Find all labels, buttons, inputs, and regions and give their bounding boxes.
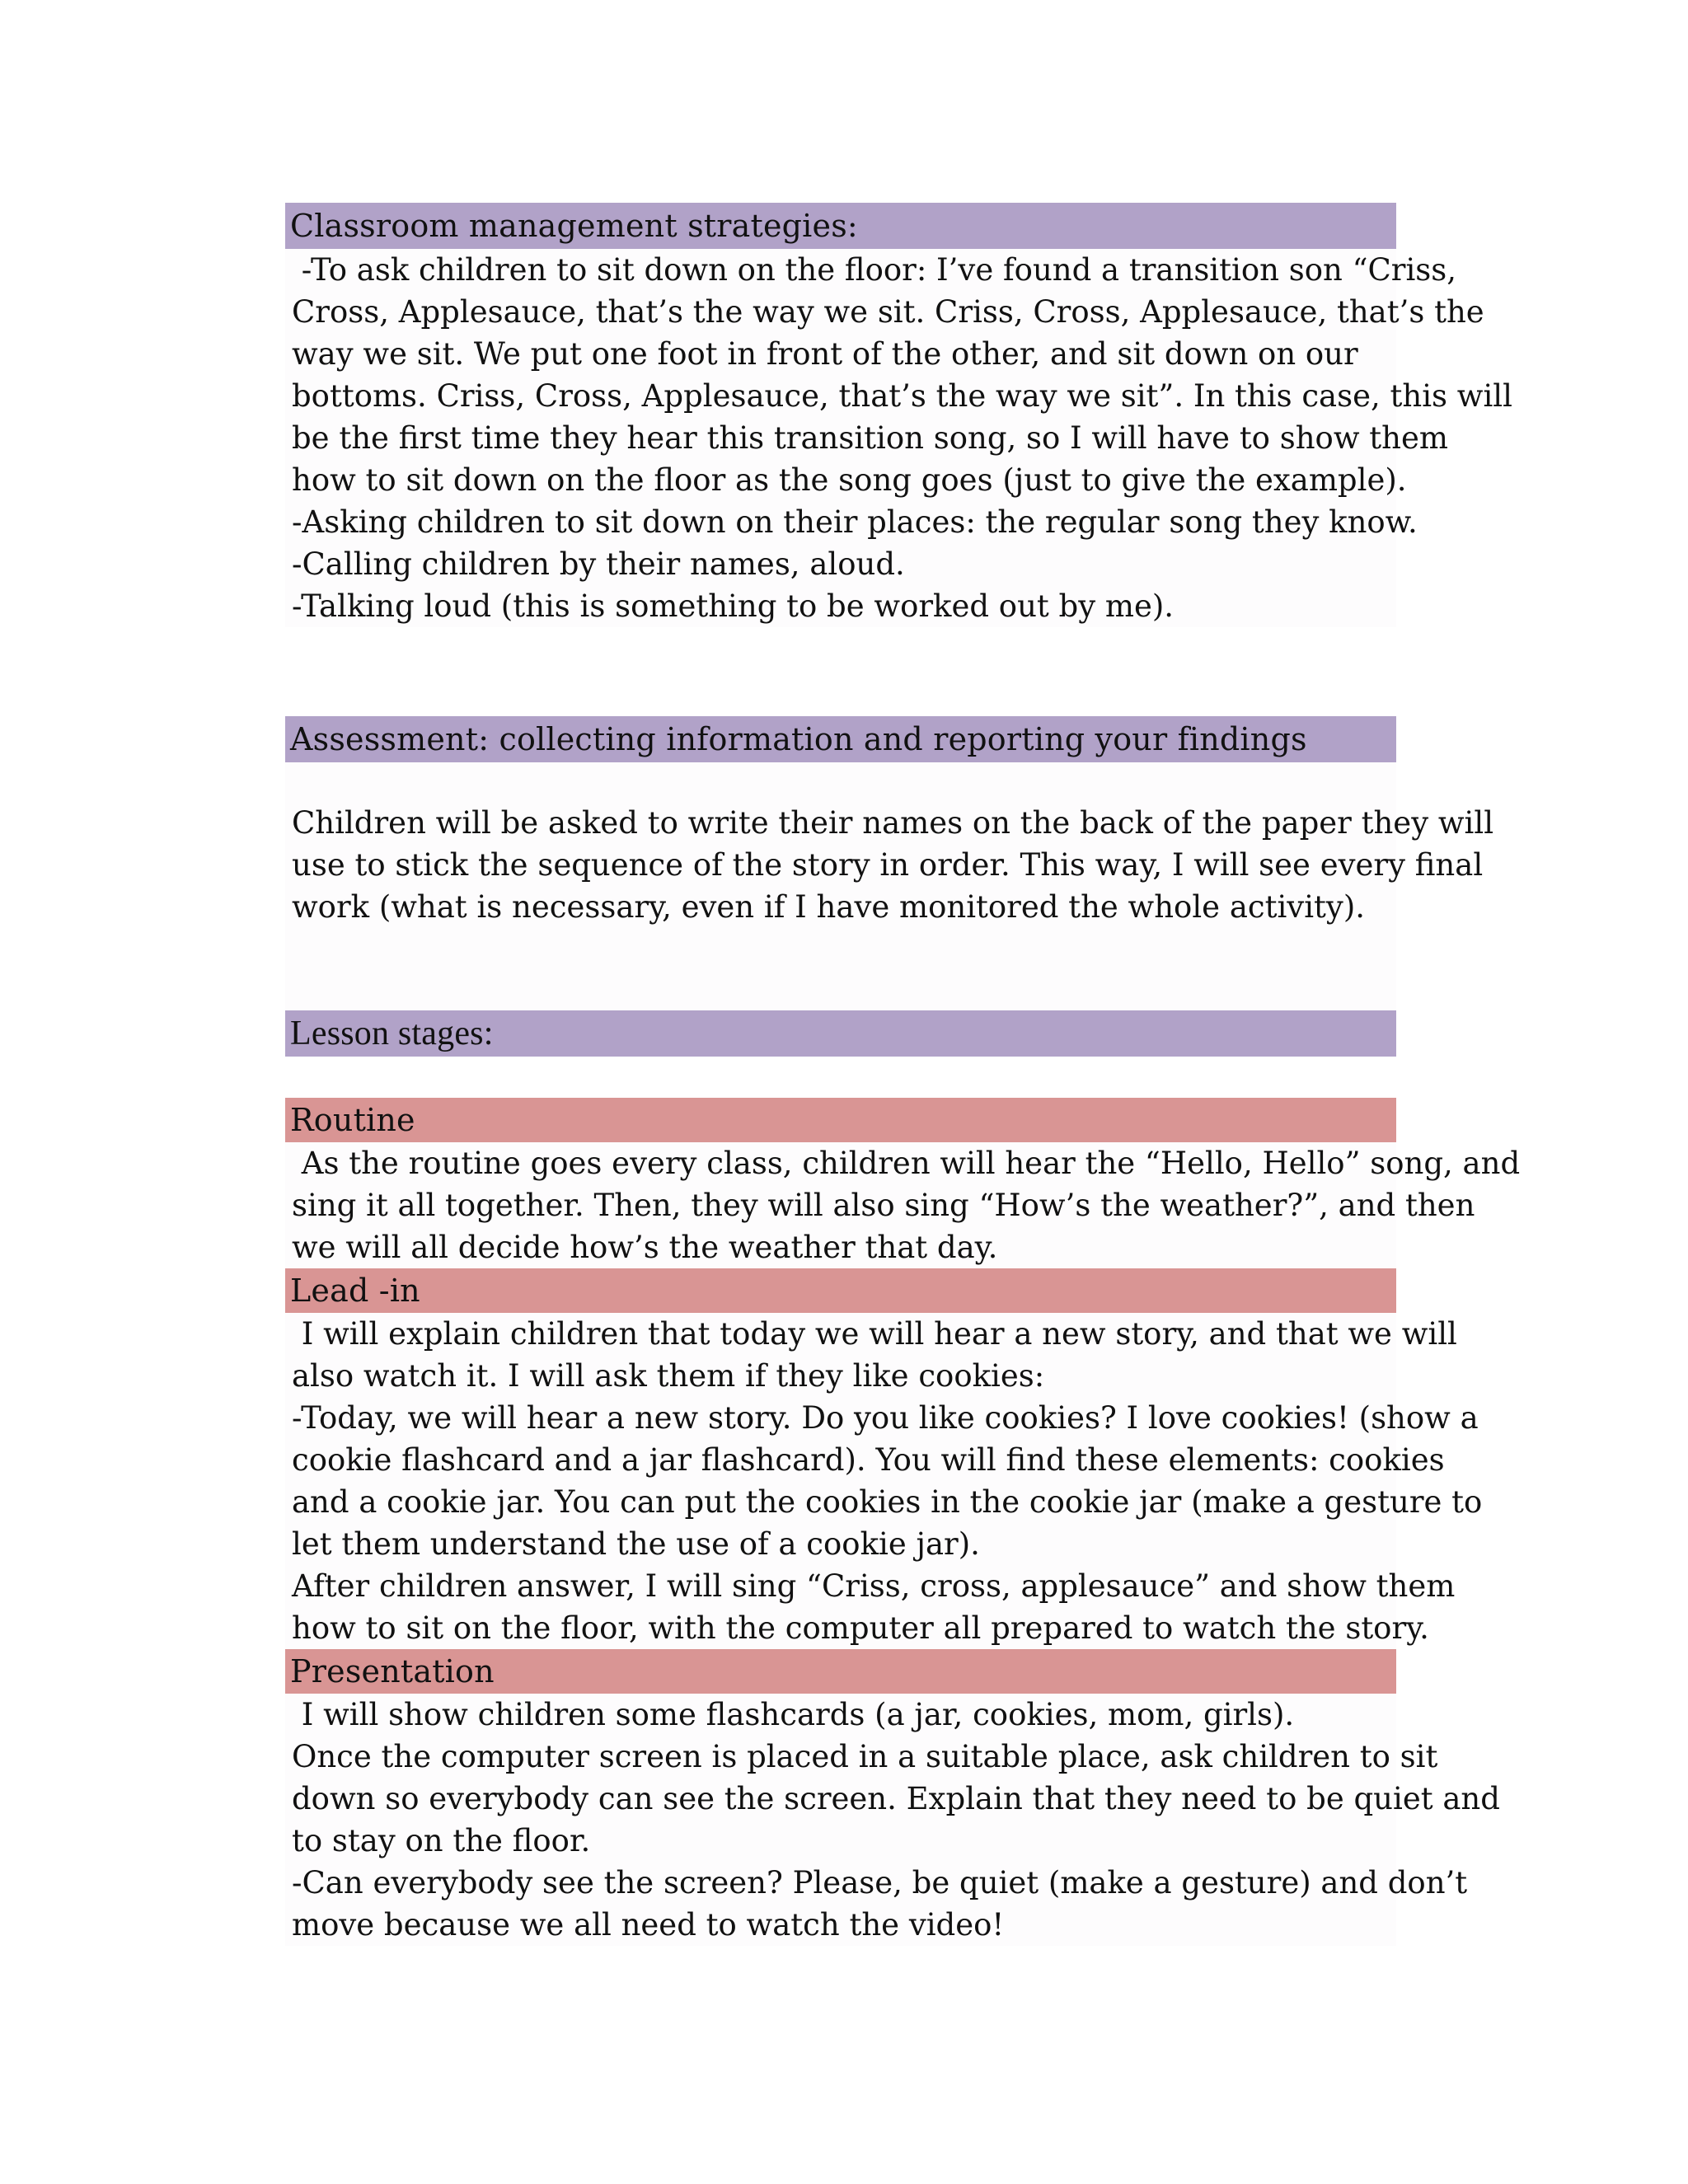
presentation-heading bbox=[285, 1649, 1396, 1694]
assessment-line: Children will be asked to write their names on the back of the paper they will bbox=[292, 805, 1494, 841]
presentation-line: -Can everybody see the screen? Please, be quiet (make a gesture) and don’t bbox=[292, 1865, 1468, 1900]
presentation-heading-text: Presentation bbox=[290, 1653, 495, 1690]
assessment-body bbox=[285, 762, 1494, 1010]
routine-line: we will all decide how’s the weather that day. bbox=[292, 1230, 998, 1265]
classroom-management-body bbox=[285, 249, 1512, 627]
classroom-line: be the first time they hear this transition song, so I will have to show them bbox=[292, 420, 1448, 456]
classroom-line: bottoms. Criss, Cross, Applesauce, that’s the way we sit”. In this case, this will bbox=[292, 378, 1512, 414]
presentation-body bbox=[285, 1694, 1500, 1946]
lesson-stages-heading-text: Lesson stages: bbox=[290, 1015, 494, 1052]
lead-in-line: -Today, we will hear a new story. Do you like cookies? I love cookies! (show a bbox=[292, 1400, 1479, 1436]
classroom-line: -Talking loud (this is something to be worked out by me). bbox=[292, 588, 1175, 624]
lead-in-line: cookie flashcard and a jar flashcard). You will find these elements: cookies bbox=[292, 1442, 1445, 1478]
routine-line: sing it all together. Then, they will also sing “How’s the weather?”, and then bbox=[292, 1188, 1475, 1223]
routine-heading-text: Routine bbox=[290, 1102, 415, 1138]
routine-line: As the routine goes every class, children will hear the “Hello, Hello” song, and bbox=[292, 1146, 1521, 1181]
lead-in-line: I will explain children that today we will hear a new story, and that we will bbox=[292, 1316, 1457, 1352]
lesson-stages-heading bbox=[285, 1010, 1396, 1057]
presentation-line: down so everybody can see the screen. Explain that they need to be quiet and bbox=[292, 1781, 1500, 1816]
classroom-line: way we sit. We put one foot in front of the other, and sit down on our bbox=[292, 336, 1358, 372]
routine-heading bbox=[285, 1098, 1396, 1142]
lead-in-line: how to sit on the floor, with the computer all prepared to watch the story. bbox=[292, 1610, 1429, 1646]
assessment-line: use to stick the sequence of the story in order. This way, I will see every final bbox=[292, 847, 1484, 883]
lead-in-line: and a cookie jar. You can put the cookies in the cookie jar (make a gesture to bbox=[292, 1484, 1483, 1520]
presentation-line: Once the computer screen is placed in a suitable place, ask children to sit bbox=[292, 1739, 1438, 1774]
classroom-line: -Asking children to sit down on their places: the regular song they know. bbox=[292, 504, 1418, 540]
lead-in-body bbox=[285, 1313, 1483, 1649]
classroom-management-heading bbox=[285, 203, 1396, 249]
presentation-line: move because we all need to watch the video! bbox=[292, 1907, 1005, 1943]
routine-body bbox=[285, 1142, 1521, 1268]
assessment-heading-text: Assessment: collecting information and reporting your findings bbox=[290, 721, 1307, 757]
classroom-management-heading-text: Classroom management strategies: bbox=[290, 208, 858, 244]
assessment-line: work (what is necessary, even if I have monitored the whole activity). bbox=[292, 889, 1366, 925]
classroom-line: -Calling children by their names, aloud. bbox=[292, 546, 905, 582]
document-page bbox=[285, 203, 1521, 1946]
presentation-line: I will show children some flashcards (a jar, cookies, mom, girls). bbox=[292, 1697, 1295, 1732]
lead-in-line: After children answer, I will sing “Criss, cross, applesauce” and show them bbox=[292, 1568, 1456, 1604]
presentation-line: to stay on the floor. bbox=[292, 1823, 591, 1858]
assessment-heading bbox=[285, 716, 1396, 762]
classroom-line: Cross, Applesauce, that’s the way we sit. Criss, Cross, Applesauce, that’s the bbox=[292, 294, 1484, 330]
classroom-line: how to sit down on the floor as the song goes (just to give the example). bbox=[292, 462, 1407, 498]
lead-in-line: also watch it. I will ask them if they like cookies: bbox=[292, 1358, 1045, 1394]
lead-in-heading bbox=[285, 1268, 1396, 1313]
lead-in-line: let them understand the use of a cookie jar). bbox=[292, 1526, 980, 1562]
lead-in-heading-text: Lead -in bbox=[290, 1272, 420, 1309]
classroom-line: -To ask children to sit down on the floor: I’ve found a transition son “Criss, bbox=[292, 252, 1457, 288]
